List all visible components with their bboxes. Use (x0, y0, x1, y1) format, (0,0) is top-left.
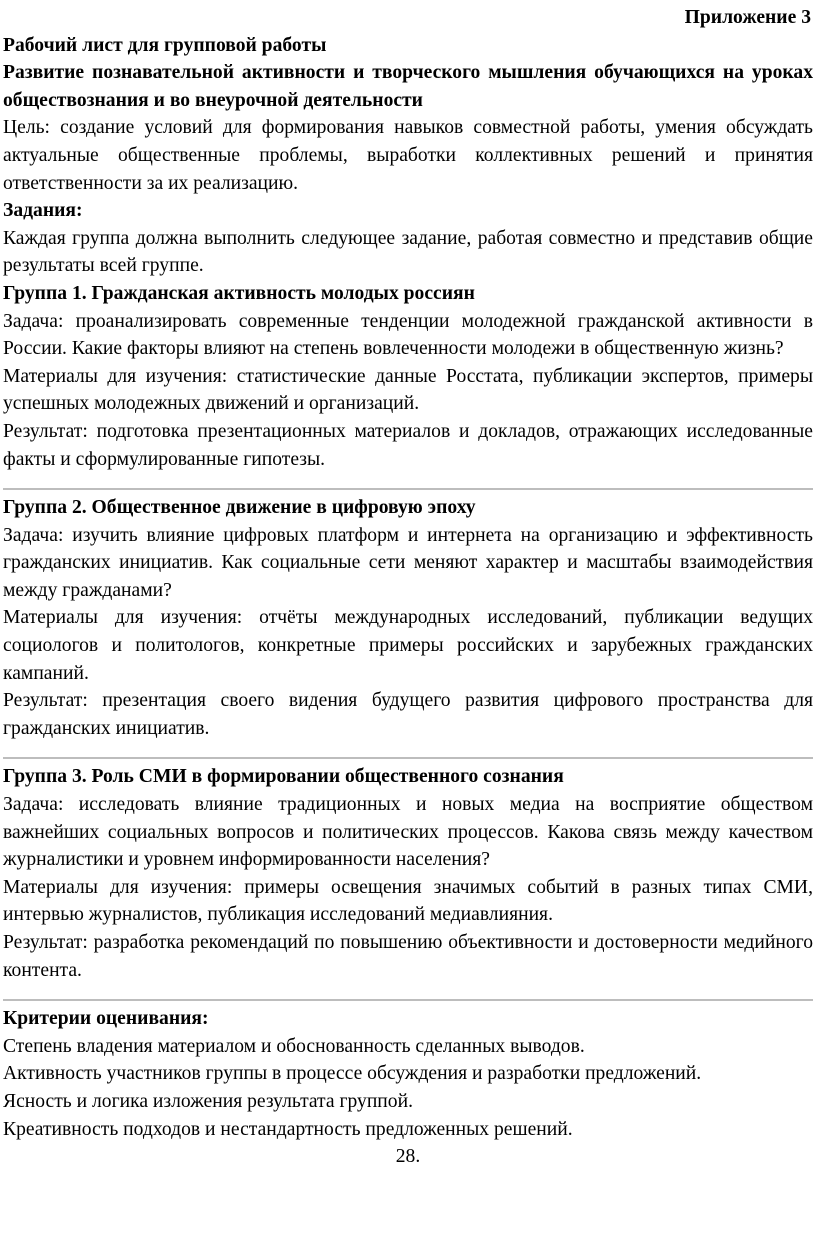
sheet-title: Рабочий лист для групповой работы (3, 34, 327, 56)
criteria-item: Степень владения материалом и обоснованность сделанных выводов. (3, 1035, 585, 1057)
criteria-section (3, 1005, 813, 1143)
group-3-section (3, 763, 813, 984)
tasks-intro: Каждая группа должна выполнить следующее задание, работая совместно и представив общие результаты всей группе. (3, 227, 813, 277)
group-title: Группа 1. Гражданская активность молодых россиян (3, 282, 475, 304)
appendix-label: Приложение 3 (684, 7, 811, 28)
tasks-heading: Задания: (3, 200, 83, 222)
main-title: Развитие познавательной активности и творческого мышления обучающихся на уроках обществознания и во внеурочной деятельности (3, 62, 813, 111)
goal-paragraph: Цель: создание условий для формирования навыков совместной работы, умения обсуждать актуальные общественные проблемы, выработки коллективных решений и принятия ответственности за их реализацию. (3, 117, 813, 194)
group-materials: Материалы для изучения: отчёты международных исследований, публикации ведущих социологов и политологов, конкретные примеры российских и зарубежных гражданских кампаний. (3, 607, 813, 684)
section-divider (3, 488, 813, 490)
criteria-item: Активность участников группы в процессе обсуждения и разработки предложений. (3, 1063, 702, 1085)
group-task: Задача: проанализировать современные тенденции молодежной гражданской активности в России. Какие факторы влияют на степень вовлеченности молодежи в общественную жизнь? (3, 310, 813, 360)
group-result: Результат: разработка рекомендаций по повышению объективности и достоверности медийного контента. (3, 932, 813, 981)
group-2-section (3, 494, 813, 742)
group-title: Группа 2. Общественное движение в цифровую эпоху (3, 497, 476, 519)
group-task: Задача: исследовать влияние традиционных и новых медиа на восприятие обществом важнейших социальных вопросов и политических процессов. Какова связь между качеством журналистики и уровнем информированности населения? (3, 794, 813, 871)
criteria-item: Креативность подходов и нестандартность предложенных решений. (3, 1118, 573, 1140)
section-divider (3, 999, 813, 1001)
section-divider (3, 757, 813, 759)
group-result: Результат: подготовка презентационных материалов и докладов, отражающих исследованные факты и сформулированные гипотезы. (3, 420, 813, 470)
group-materials: Материалы для изучения: примеры освещения значимых событий в разных типах СМИ, интервью журналистов, публикация исследований медиавлияния. (3, 876, 813, 926)
page-number: 28. (395, 1146, 421, 1168)
criteria-item: Ясность и логика изложения результата группой. (3, 1090, 413, 1112)
group-1-section (3, 280, 813, 473)
criteria-heading: Критерии оценивания: (3, 1008, 209, 1030)
group-task: Задача: изучить влияние цифровых платформ и интернета на организацию и эффективность гражданских инициатив. Как социальные сети меняют характер и масштабы взаимодействия между гражданами? (3, 524, 813, 601)
group-result: Результат: презентация своего видения будущего развития цифрового пространства для гражданских инициатив. (3, 690, 813, 739)
group-title: Группа 3. Роль СМИ в формировании общественного сознания (3, 766, 564, 788)
group-materials: Материалы для изучения: статистические данные Росстата, публикации экспертов, примеры успешных молодежных движений и организаций. (3, 365, 813, 415)
